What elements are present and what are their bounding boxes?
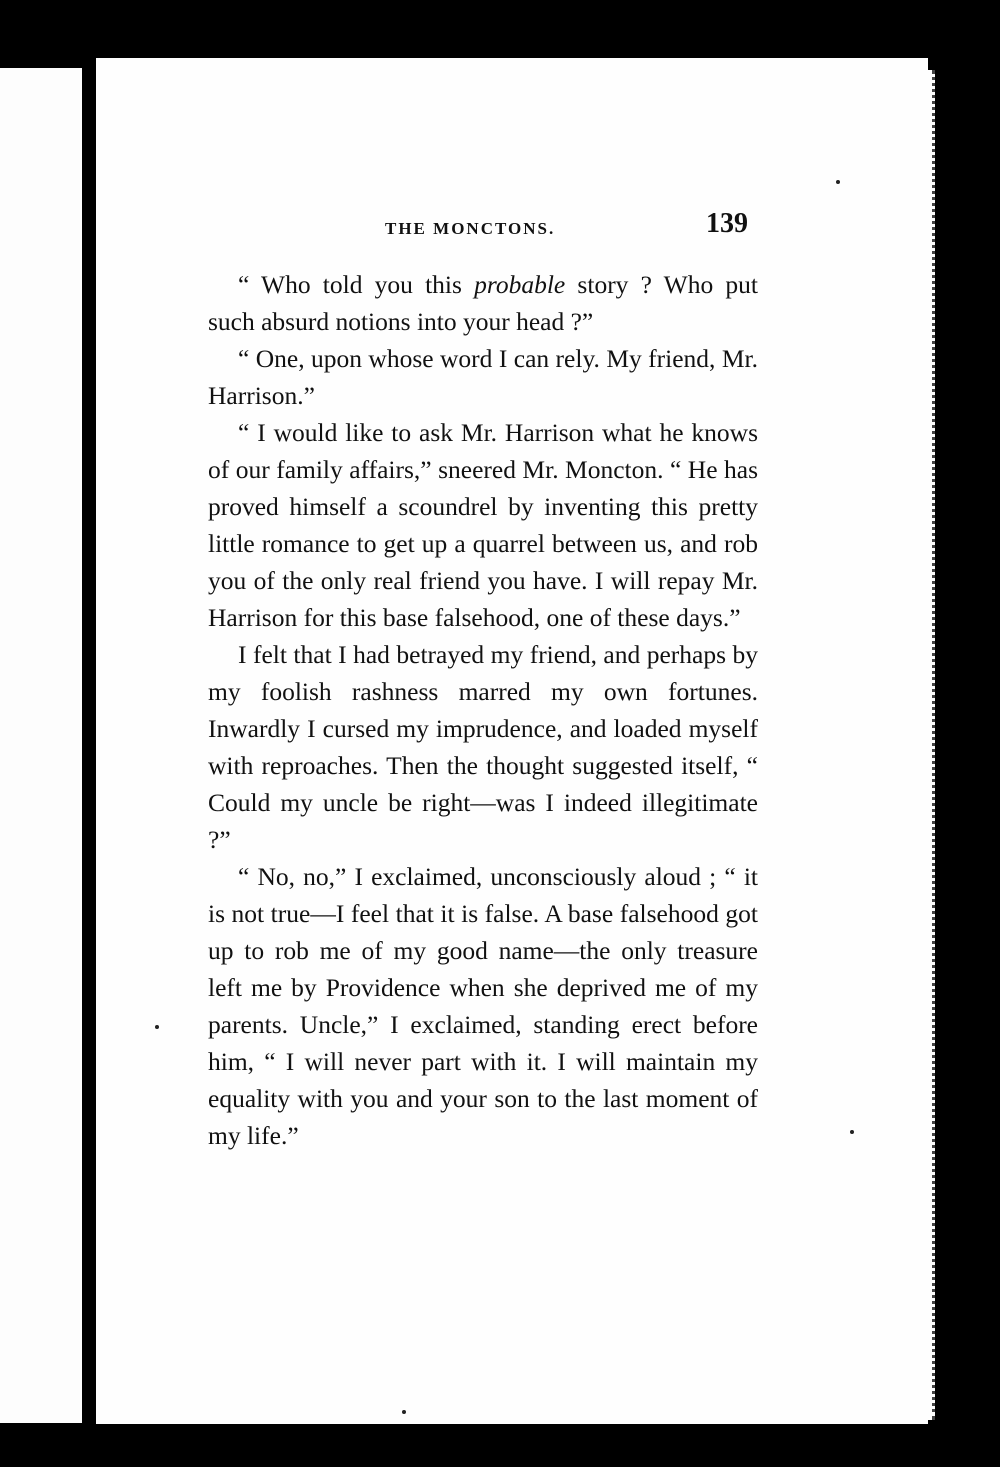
running-header	[207, 208, 752, 248]
scan-speck	[155, 1025, 159, 1029]
page-right-edge	[918, 70, 935, 1420]
scan-speck	[402, 1410, 406, 1414]
page-number: 139	[706, 208, 748, 239]
paragraph-text: “ Who told you this	[238, 270, 475, 299]
body-text	[208, 266, 758, 1154]
gutter-shadow	[82, 60, 96, 1430]
paragraph-text: story ? Who put such absurd notions into your head ?”	[208, 270, 758, 336]
paragraph: I felt that I had betrayed my friend, and perhaps by my foolish rashness marred my own fortunes. Inwardly I cursed my imprudence, and loaded myself with reproaches. Then the thought suggested itself, “ Could my uncle be right—was I indeed illegitimate ?”	[208, 640, 758, 854]
paragraph	[208, 266, 758, 340]
facing-page-edge	[0, 68, 82, 1423]
paragraph: “ No, no,” I exclaimed, unconsciously aloud ; “ it is not true—I feel that it is false. A base falsehood got up to rob me of my good name—the only treasure left me by Providence when she deprived me of my parents. Uncle,” I exclaimed, standing erect before him, “ I will never part with it. I will maintain my equality with you and your son to the last moment of my life.”	[208, 862, 758, 1150]
scan-speck	[836, 180, 840, 184]
emphasized-word: probable	[474, 270, 566, 299]
running-title: THE MONCTONS.	[385, 219, 556, 238]
paragraph: “ I would like to ask Mr. Harrison what he knows of our family affairs,” sneered Mr. Moncton. “ He has proved himself a scoundrel by inventing this pretty little romance to get up a quarrel between us, and rob you of the only real friend you have. I will repay Mr. Harrison for this base falsehood, one of these days.”	[208, 418, 758, 632]
scan-speck	[850, 1130, 854, 1134]
paragraph: “ One, upon whose word I can rely. My friend, Mr. Harrison.”	[208, 344, 758, 410]
